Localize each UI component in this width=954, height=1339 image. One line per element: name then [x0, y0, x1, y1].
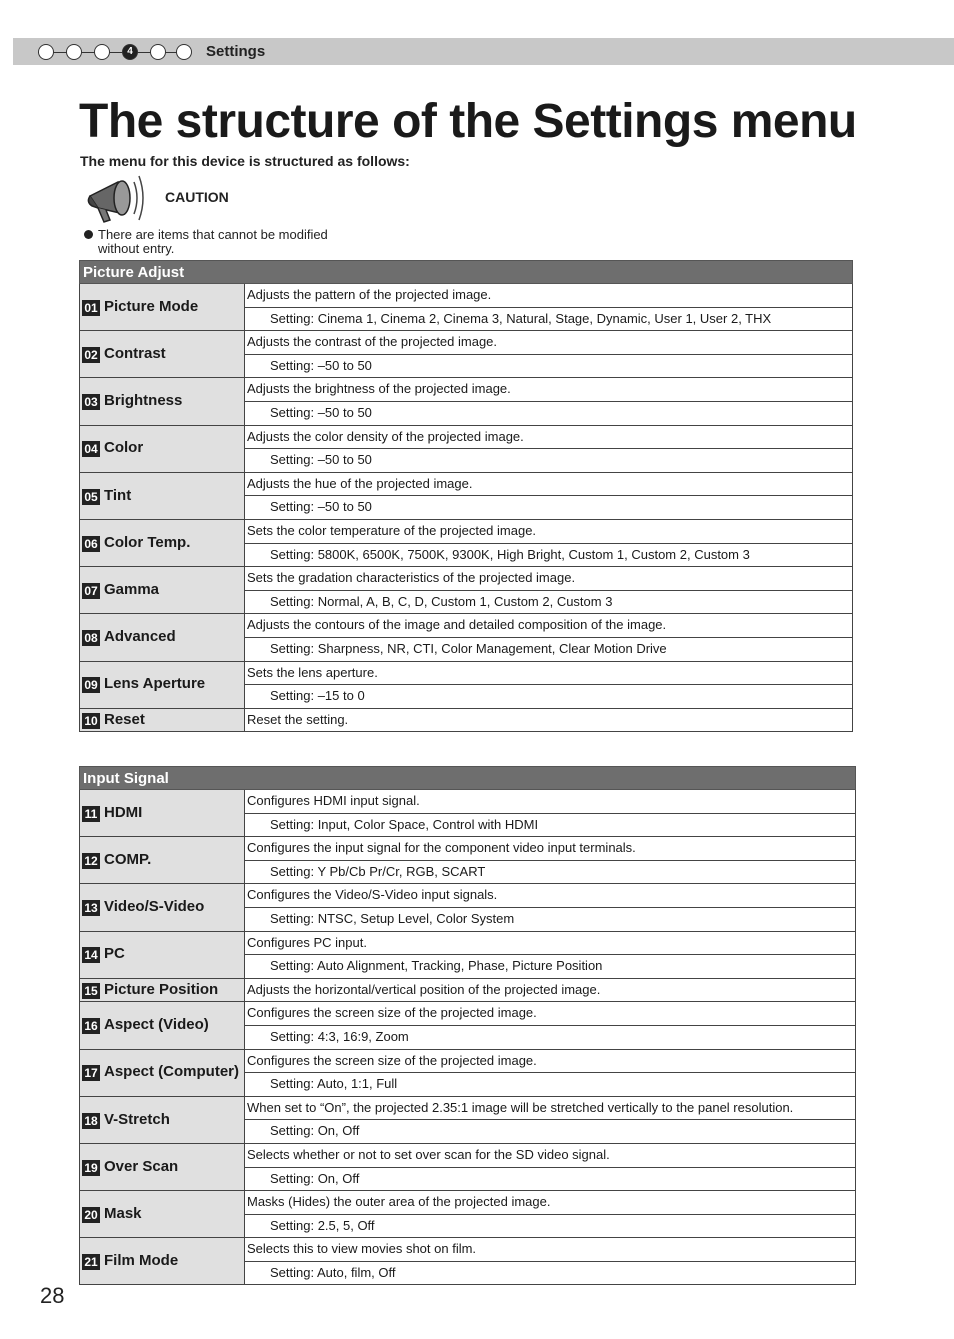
menu-item-name: Aspect (Video): [104, 1016, 209, 1034]
menu-item-setting: Setting: On, Off: [245, 1167, 856, 1191]
table-row: [80, 331, 853, 355]
menu-item-setting: Setting: –50 to 50: [245, 401, 853, 425]
menu-item-name-cell: [80, 884, 245, 931]
table-row: [80, 837, 856, 861]
menu-item-name-cell: [80, 425, 245, 472]
item-number-badge: 21: [82, 1254, 100, 1270]
menu-item-name: Picture Position: [104, 980, 219, 998]
table-heading: Picture Adjust: [80, 261, 853, 284]
menu-item-name: Picture Mode: [104, 297, 199, 315]
table-row: [80, 284, 853, 308]
menu-item-name-cell: [80, 1049, 245, 1096]
menu-item-description: Adjusts the brightness of the projected image.: [245, 378, 853, 402]
menu-item-setting: Setting: –50 to 50: [245, 449, 853, 473]
table-row: [80, 378, 853, 402]
menu-item-name-cell: [80, 1002, 245, 1049]
menu-item-name-cell: [80, 978, 245, 1002]
menu-item-name-cell: [80, 567, 245, 614]
table-row: [80, 708, 853, 732]
menu-item-description: Configures HDMI input signal.: [245, 790, 856, 814]
menu-item-setting: Setting: –50 to 50: [245, 496, 853, 520]
menu-item-name-cell: [80, 837, 245, 884]
menu-item-description: Adjusts the contrast of the projected image.: [245, 331, 853, 355]
chapter-dot: [150, 44, 166, 60]
chapter-dot-active: 4: [122, 44, 138, 60]
item-number-badge: 15: [82, 983, 100, 999]
menu-item-name: Aspect (Computer): [104, 1063, 240, 1081]
menu-item-name: PC: [104, 945, 125, 963]
menu-item-setting: Setting: Auto Alignment, Tracking, Phase, Picture Position: [245, 955, 856, 979]
menu-item-setting: Setting: Auto, 1:1, Full: [245, 1073, 856, 1097]
menu-item-name: Mask: [104, 1204, 142, 1222]
table-row: [80, 1096, 856, 1120]
menu-item-setting: Setting: –50 to 50: [245, 354, 853, 378]
menu-item-name-cell: [80, 284, 245, 331]
menu-item-setting: Setting: Y Pb/Cb Pr/Cr, RGB, SCART: [245, 860, 856, 884]
picture-adjust-table: [79, 260, 853, 732]
menu-item-name-cell: [80, 1238, 245, 1285]
table-row: [80, 567, 853, 591]
bullet-icon: [84, 230, 93, 239]
menu-item-name: Lens Aperture: [104, 675, 206, 693]
item-number-badge: 14: [82, 947, 100, 963]
menu-item-name-cell: [80, 1191, 245, 1238]
menu-item-setting: Setting: Input, Color Space, Control with HDMI: [245, 813, 856, 837]
menu-item-name: Advanced: [104, 628, 176, 646]
table-row: [80, 1143, 856, 1167]
megaphone-icon: [84, 170, 150, 226]
menu-item-name-cell: [80, 331, 245, 378]
menu-item-name-cell: [80, 708, 245, 732]
section-label: Settings: [206, 43, 266, 60]
table-row: [80, 661, 853, 685]
item-number-badge: 05: [82, 489, 100, 505]
input-signal-table: [79, 766, 856, 1285]
page-number: 28: [40, 1283, 65, 1308]
menu-item-description: Masks (Hides) the outer area of the projected image.: [245, 1191, 856, 1215]
page-title: The structure of the Settings menu: [79, 95, 857, 148]
caution-note: [84, 228, 374, 256]
menu-item-description: Configures the screen size of the projected image.: [245, 1049, 856, 1073]
table-row: [80, 884, 856, 908]
menu-item-name-cell: [80, 614, 245, 661]
menu-item-name-cell: [80, 1143, 245, 1190]
menu-item-setting: Setting: 4:3, 16:9, Zoom: [245, 1025, 856, 1049]
menu-item-setting: Setting: NTSC, Setup Level, Color System: [245, 907, 856, 931]
menu-item-description: Sets the lens aperture.: [245, 661, 853, 685]
menu-item-description: Configures the Video/S-Video input signals.: [245, 884, 856, 908]
menu-item-name: Reset: [104, 710, 145, 728]
menu-item-description: Selects this to view movies shot on film.: [245, 1238, 856, 1262]
menu-item-setting: Setting: 5800K, 6500K, 7500K, 9300K, High Bright, Custom 1, Custom 2, Custom 3: [245, 543, 853, 567]
menu-item-setting: Setting: Cinema 1, Cinema 2, Cinema 3, Natural, Stage, Dynamic, User 1, User 2, THX: [245, 307, 853, 331]
menu-item-setting: Setting: 2.5, 5, Off: [245, 1214, 856, 1238]
menu-item-name: COMP.: [104, 850, 152, 868]
table-heading: Input Signal: [80, 767, 856, 790]
menu-item-description: Sets the color temperature of the projected image.: [245, 519, 853, 543]
menu-item-setting: Setting: Auto, film, Off: [245, 1261, 856, 1285]
menu-item-name: Tint: [104, 486, 132, 504]
item-number-badge: 10: [82, 713, 100, 729]
chapter-dot: [38, 44, 54, 60]
chapter-dot: [66, 44, 82, 60]
item-number-badge: 20: [82, 1207, 100, 1223]
table-row: [80, 931, 856, 955]
table-row: [80, 519, 853, 543]
menu-item-setting: Setting: –15 to 0: [245, 685, 853, 709]
table-row: [80, 1002, 856, 1026]
item-number-badge: 12: [82, 853, 100, 869]
menu-item-name-cell: [80, 519, 245, 566]
menu-item-description: Selects whether or not to set over scan for the SD video signal.: [245, 1143, 856, 1167]
table-row: [80, 614, 853, 638]
menu-item-name: Film Mode: [104, 1252, 179, 1270]
menu-item-setting: Setting: On, Off: [245, 1120, 856, 1144]
item-number-badge: 18: [82, 1113, 100, 1129]
table-row: [80, 1049, 856, 1073]
item-number-badge: 06: [82, 536, 100, 552]
menu-item-name: Gamma: [104, 580, 160, 598]
menu-item-name: V-Stretch: [104, 1110, 170, 1128]
caution-label: CAUTION: [165, 189, 229, 205]
item-number-badge: 01: [82, 300, 100, 316]
table-row: [80, 978, 856, 1002]
menu-item-name: Video/S-Video: [104, 898, 205, 916]
menu-item-name-cell: [80, 1096, 245, 1143]
menu-item-description: Adjusts the color density of the projected image.: [245, 425, 853, 449]
item-number-badge: 09: [82, 677, 100, 693]
menu-item-description: Adjusts the pattern of the projected image.: [245, 284, 853, 308]
item-number-badge: 13: [82, 900, 100, 916]
menu-item-description: Configures PC input.: [245, 931, 856, 955]
menu-item-description: Sets the gradation characteristics of the projected image.: [245, 567, 853, 591]
caution-note-line2: without entry.: [98, 241, 175, 256]
item-number-badge: 08: [82, 630, 100, 646]
menu-item-setting: Setting: Normal, A, B, C, D, Custom 1, Custom 2, Custom 3: [245, 590, 853, 614]
menu-item-description: Configures the input signal for the component video input terminals.: [245, 837, 856, 861]
menu-item-description: Adjusts the contours of the image and detailed composition of the image.: [245, 614, 853, 638]
table-row: [80, 472, 853, 496]
menu-item-description: Reset the setting.: [245, 708, 853, 732]
menu-item-name: Color: [104, 439, 144, 457]
chapter-dot: [176, 44, 192, 60]
item-number-badge: 02: [82, 347, 100, 363]
table-row: [80, 1191, 856, 1215]
item-number-badge: 11: [82, 806, 100, 822]
table-row: [80, 790, 856, 814]
item-number-badge: 19: [82, 1160, 100, 1176]
item-number-badge: 17: [82, 1065, 100, 1081]
menu-item-name: Color Temp.: [104, 533, 191, 551]
menu-item-description: Configures the screen size of the projected image.: [245, 1002, 856, 1026]
menu-item-name: Over Scan: [104, 1157, 179, 1175]
item-number-badge: 07: [82, 583, 100, 599]
caution-note-line1: There are items that cannot be modified: [98, 227, 328, 242]
chapter-dot: [94, 44, 110, 60]
menu-item-name-cell: [80, 661, 245, 708]
menu-item-description: Adjusts the hue of the projected image.: [245, 472, 853, 496]
table-row: [80, 1238, 856, 1262]
menu-item-description: Adjusts the horizontal/vertical position of the projected image.: [245, 978, 856, 1002]
item-number-badge: 16: [82, 1018, 100, 1034]
item-number-badge: 04: [82, 441, 100, 457]
table-row: [80, 425, 853, 449]
menu-item-setting: Setting: Sharpness, NR, CTI, Color Management, Clear Motion Drive: [245, 637, 853, 661]
intro-text: The menu for this device is structured as follows:: [80, 153, 410, 169]
menu-item-name-cell: [80, 790, 245, 837]
menu-item-name: Contrast: [104, 344, 166, 362]
menu-item-name-cell: [80, 378, 245, 425]
item-number-badge: 03: [82, 394, 100, 410]
menu-item-name-cell: [80, 931, 245, 978]
menu-item-name: Brightness: [104, 392, 183, 410]
menu-item-description: When set to “On”, the projected 2.35:1 image will be stretched vertically to the panel resolution.: [245, 1096, 856, 1120]
menu-item-name-cell: [80, 472, 245, 519]
menu-item-name: HDMI: [104, 803, 143, 821]
